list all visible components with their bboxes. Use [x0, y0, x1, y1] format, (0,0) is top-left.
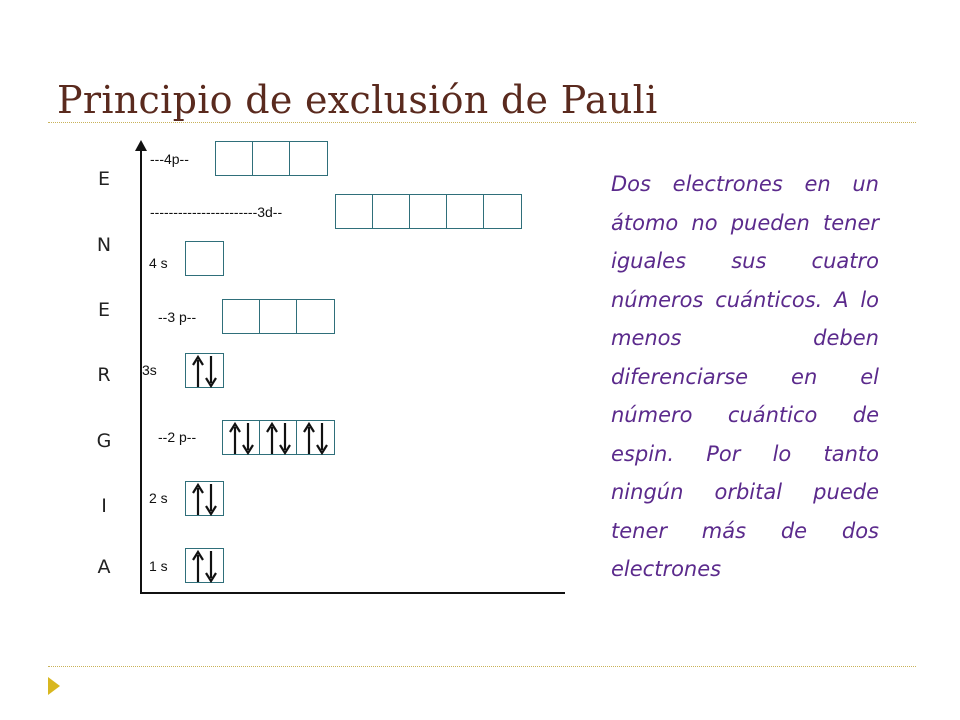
- orbital-box: [216, 142, 253, 175]
- level-label-4s: 4 s: [149, 255, 168, 271]
- electron-pair-icon: [260, 421, 297, 456]
- spin-down-arrow-icon: [280, 423, 290, 453]
- bullet-triangle-icon: [48, 677, 60, 695]
- orbital-box: [410, 195, 447, 228]
- level-label-4p: ---4p--: [150, 151, 189, 167]
- slide-title: Principio de exclusión de Pauli: [57, 78, 658, 122]
- orbital-row-4p: [215, 141, 328, 176]
- level-label-3d: -----------------------3d--: [150, 204, 283, 220]
- spin-down-arrow-icon: [243, 423, 253, 453]
- electron-pair-icon: [223, 421, 260, 456]
- level-label-1s: 1 s: [149, 558, 168, 574]
- level-label-3p: --3 p--: [158, 309, 197, 325]
- orbital-box: [336, 195, 373, 228]
- orbital-box: [186, 549, 223, 582]
- orbital-box: [186, 242, 223, 275]
- energy-letter: A: [97, 556, 111, 578]
- orbital-box: [260, 421, 297, 454]
- top-divider: [48, 122, 916, 123]
- orbital-box: [447, 195, 484, 228]
- baseline-axis: [140, 592, 565, 594]
- energy-letter: N: [96, 234, 112, 256]
- orbital-box: [253, 142, 290, 175]
- orbital-row-3d: [335, 194, 522, 229]
- level-label-2s: 2 s: [149, 490, 168, 506]
- orbital-row-2s: [185, 481, 224, 516]
- orbital-box: [186, 354, 223, 387]
- electron-pair-icon: [186, 354, 223, 389]
- spin-up-arrow-icon: [193, 552, 203, 582]
- orbital-box: [373, 195, 410, 228]
- spin-up-arrow-icon: [230, 424, 240, 454]
- electron-pair-icon: [297, 421, 334, 456]
- energy-letter: E: [97, 299, 110, 321]
- level-label-2p: --2 p--: [158, 429, 197, 445]
- orbital-row-1s: [185, 548, 224, 583]
- energy-letter: G: [96, 430, 112, 452]
- orbital-row-4s: [185, 241, 224, 276]
- spin-down-arrow-icon: [206, 484, 216, 514]
- electron-pair-icon: [186, 549, 223, 584]
- orbital-row-3p: [222, 299, 335, 334]
- energy-letter: E: [97, 168, 110, 190]
- electron-pair-icon: [186, 482, 223, 517]
- orbital-box: [223, 421, 260, 454]
- energy-letter: I: [101, 495, 107, 517]
- orbital-box: [297, 421, 334, 454]
- orbital-box: [223, 300, 260, 333]
- orbital-box: [186, 482, 223, 515]
- level-label-3s: 3s: [142, 362, 157, 378]
- energy-letter: R: [97, 364, 111, 386]
- orbital-box: [260, 300, 297, 333]
- spin-up-arrow-icon: [304, 424, 314, 454]
- spin-down-arrow-icon: [206, 356, 216, 386]
- orbital-box: [290, 142, 327, 175]
- bottom-divider: [48, 666, 916, 667]
- orbital-row-3s: [185, 353, 224, 388]
- pauli-description: Dos electrones en un átomo no pueden tener iguales sus cuatro números cuánticos. A lo menos deben diferenciarse en el número cuántico de espin. Por lo tanto ningún orbital puede tener más de dos electrones: [611, 172, 879, 581]
- orbital-box: [484, 195, 521, 228]
- spin-down-arrow-icon: [317, 423, 327, 453]
- spin-up-arrow-icon: [267, 424, 277, 454]
- spin-up-arrow-icon: [193, 357, 203, 387]
- spin-down-arrow-icon: [206, 551, 216, 581]
- orbital-row-2p: [222, 420, 335, 455]
- spin-up-arrow-icon: [193, 485, 203, 515]
- orbital-box: [297, 300, 334, 333]
